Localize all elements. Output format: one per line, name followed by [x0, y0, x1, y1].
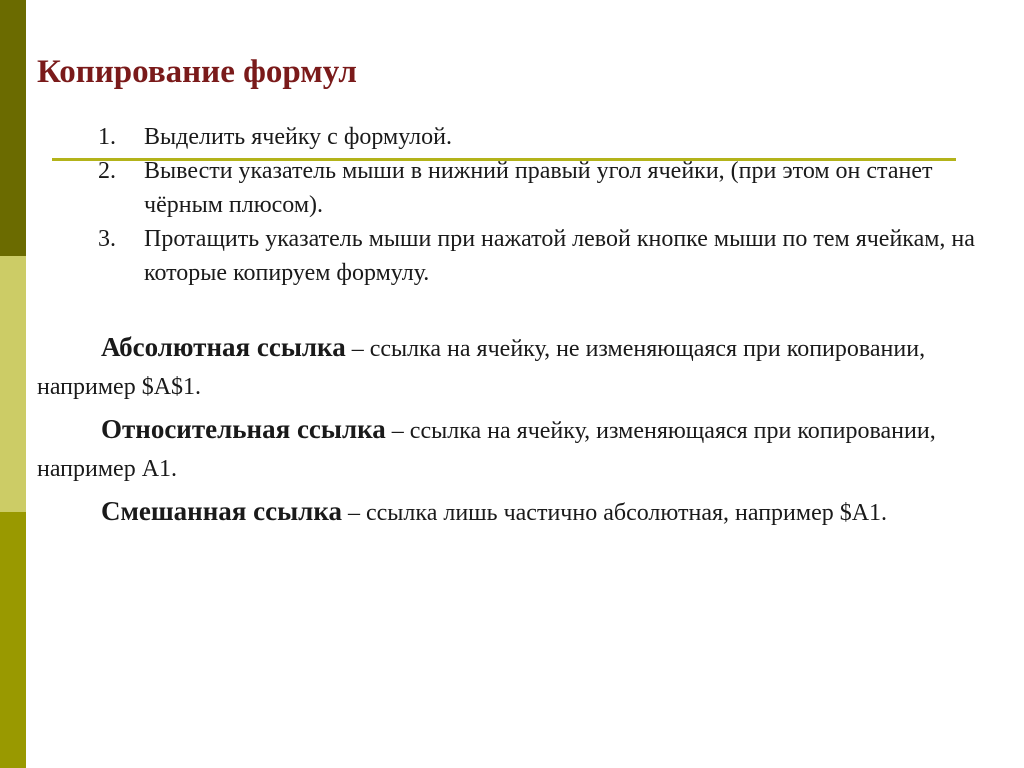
definition-text: – ссылка на ячейку, изменяющаяся при копировании, например A1.: [37, 418, 936, 482]
steps-list: [98, 120, 1003, 290]
definition-term: Смешанная ссылка: [101, 496, 342, 526]
definition-term: Абсолютная ссылка: [101, 332, 346, 362]
step-number: 3.: [98, 226, 116, 252]
list-item-step-1: [98, 120, 1003, 154]
step-text: Выделить ячейку с формулой.: [144, 124, 452, 150]
step-text: Вывести указатель мыши в нижний правый угол ячейки, (при этом он станет чёрным плюсом).: [144, 158, 933, 218]
definition-text: – ссылка на ячейку, не изменяющаяся при копировании, например $A$1.: [37, 336, 926, 400]
step-number: 2.: [98, 158, 116, 184]
left-stripe-bottom: [0, 512, 26, 768]
definition-absolute-reference: [37, 328, 967, 406]
slide-title: Копирование формул: [37, 54, 357, 90]
left-stripe-middle: [0, 256, 26, 512]
definition-relative-reference: [37, 410, 967, 488]
list-item-step-2: [98, 154, 1003, 222]
step-text: Протащить указатель мыши при нажатой левой кнопке мыши по тем ячейкам, на которые копируем формулу.: [144, 226, 975, 286]
left-stripe-top: [0, 0, 26, 256]
definition-term: Относительная ссылка: [101, 414, 386, 444]
step-number: 1.: [98, 124, 116, 150]
list-item-step-3: [98, 222, 1003, 290]
definitions-block: [37, 328, 967, 536]
definition-text: – ссылка лишь частично абсолютная, например $A1.: [341, 500, 888, 526]
definition-mixed-reference: [37, 492, 967, 532]
